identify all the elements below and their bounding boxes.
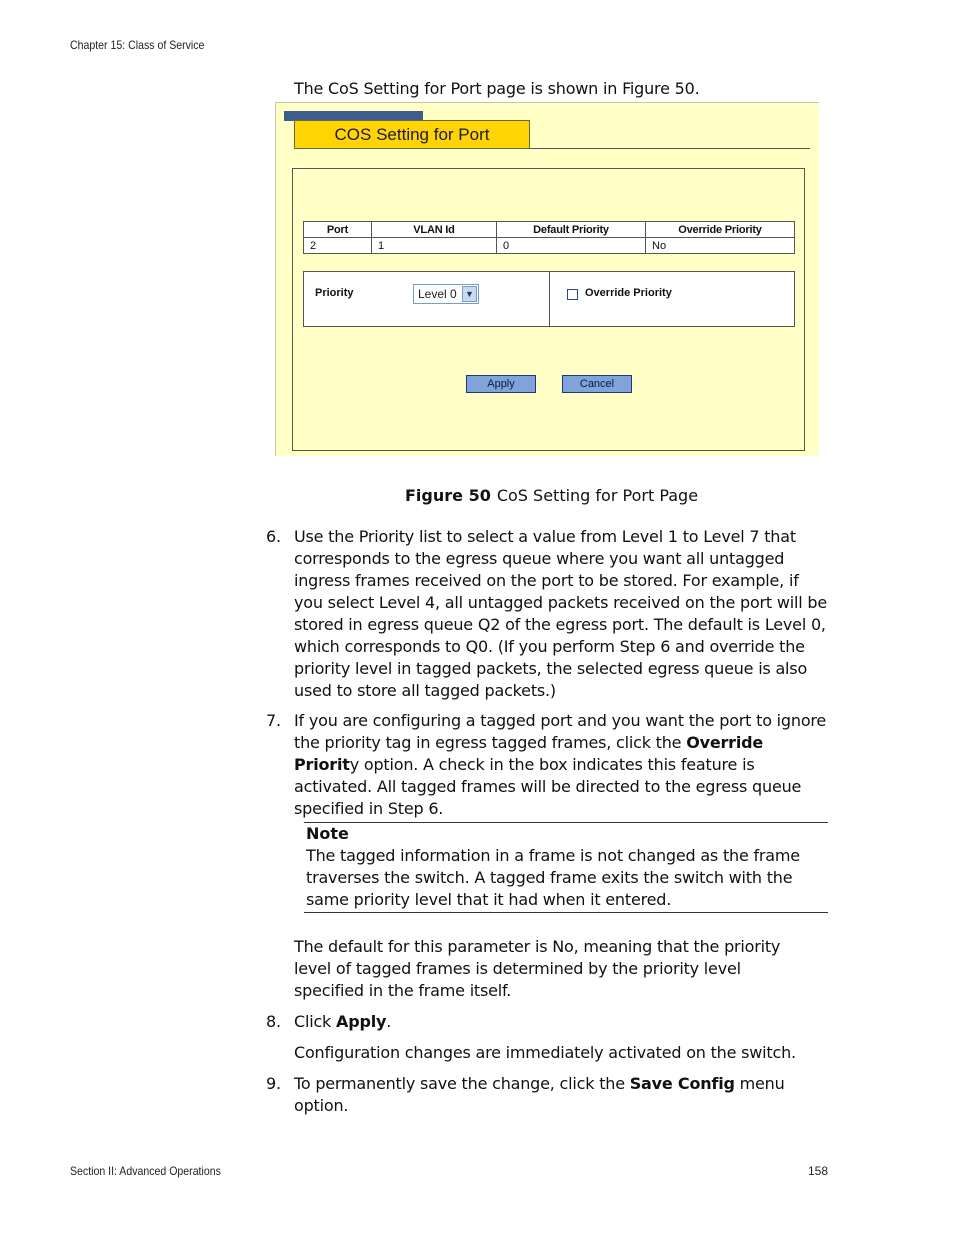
- cell-port: 2: [304, 238, 372, 254]
- step-text-pre: To permanently save the change, click the: [294, 1074, 630, 1093]
- cell-override-priority: No: [646, 238, 795, 254]
- step-text-bold: Override Priorit: [294, 733, 764, 774]
- step-number: 8.: [266, 1012, 281, 1031]
- config-paragraph: Configuration changes are immediately activated on the switch.: [294, 1043, 796, 1062]
- step-text-bold: Save Config: [629, 1074, 735, 1093]
- page-tab-title: COS Setting for Port: [294, 120, 530, 149]
- port-table: [303, 221, 795, 254]
- override-priority-checkbox[interactable]: [567, 289, 578, 300]
- priority-select[interactable]: [413, 284, 479, 304]
- chevron-down-icon[interactable]: ▼: [462, 286, 477, 302]
- tab-underline: [530, 148, 810, 149]
- step-text-post: menu option.: [294, 1074, 785, 1115]
- figure-caption: [405, 486, 698, 505]
- page-number: 158: [808, 1164, 829, 1178]
- col-default-priority: Default Priority: [497, 222, 646, 238]
- col-override-priority: Override Priority: [646, 222, 795, 238]
- col-vlan-id: VLAN Id: [372, 222, 497, 238]
- step-text-pre: If you are configuring a tagged port and you want the port to ignore the priority tag in egress tagged frames, click the: [294, 711, 827, 752]
- step-text: [294, 710, 831, 820]
- table-row: [304, 238, 795, 254]
- note-rule-bottom: [304, 912, 828, 913]
- priority-select-value: Level 0: [418, 287, 457, 301]
- caption-text: CoS Setting for Port Page: [496, 486, 699, 505]
- footer-section: Section II: Advanced Operations: [70, 1164, 221, 1178]
- step-number: 9.: [266, 1074, 281, 1093]
- cell-vlan-id: 1: [372, 238, 497, 254]
- step-9: [266, 1073, 831, 1117]
- cell-default-priority: 0: [497, 238, 646, 254]
- apply-button[interactable]: Apply: [466, 375, 536, 393]
- default-paragraph: The default for this parameter is No, meaning that the priority level of tagged frames is determined by the priority level specified in the frame itself.: [294, 937, 781, 1000]
- step-text: Use the Priority list to select a value from Level 1 to Level 7 that corresponds to the egress queue where you want all untagged ingress frames received on the port to be stored. For example, if you select Level 4, all untagged packets received on the port will be stored in egress queue Q2 of the egress port. The default is Level 0, which corresponds to Q0. (If you perform Step 6 and override the priority level in tagged packets, the selected egress queue is also used to store all tagged packets.): [294, 527, 827, 700]
- step-text-post: .: [386, 1012, 392, 1031]
- step-number: 6.: [266, 527, 281, 546]
- note-text: The tagged information in a frame is not changed as the frame traverses the switch. A tagged frame exits the switch with the same priority level that it had when it entered.: [306, 846, 800, 909]
- step-6: [266, 526, 831, 702]
- col-port: Port: [304, 222, 372, 238]
- note-rule-top: [304, 822, 828, 823]
- step-text: [294, 1073, 831, 1117]
- note-title: Note: [306, 824, 349, 843]
- step-number: 7.: [266, 711, 281, 730]
- options-divider: [549, 271, 550, 327]
- step-7: [266, 710, 831, 820]
- table-header-row: [304, 222, 795, 238]
- step-text-bold: Apply: [336, 1012, 387, 1031]
- step-text-post: y option. A check in the box indicates this feature is activated. All tagged frames will be directed to the egress queue specified in Step 6.: [294, 755, 802, 818]
- cancel-button[interactable]: Cancel: [562, 375, 632, 393]
- override-priority-label: Override Priority: [585, 287, 672, 299]
- running-header: Chapter 15: Class of Service: [70, 38, 205, 52]
- caption-number: Figure 50: [405, 486, 491, 505]
- priority-label: Priority: [315, 287, 354, 299]
- step-text: [294, 1011, 831, 1033]
- intro-text: The CoS Setting for Port page is shown in Figure 50.: [294, 79, 700, 98]
- step-8: [266, 1011, 831, 1033]
- step-text-pre: Click: [294, 1012, 337, 1031]
